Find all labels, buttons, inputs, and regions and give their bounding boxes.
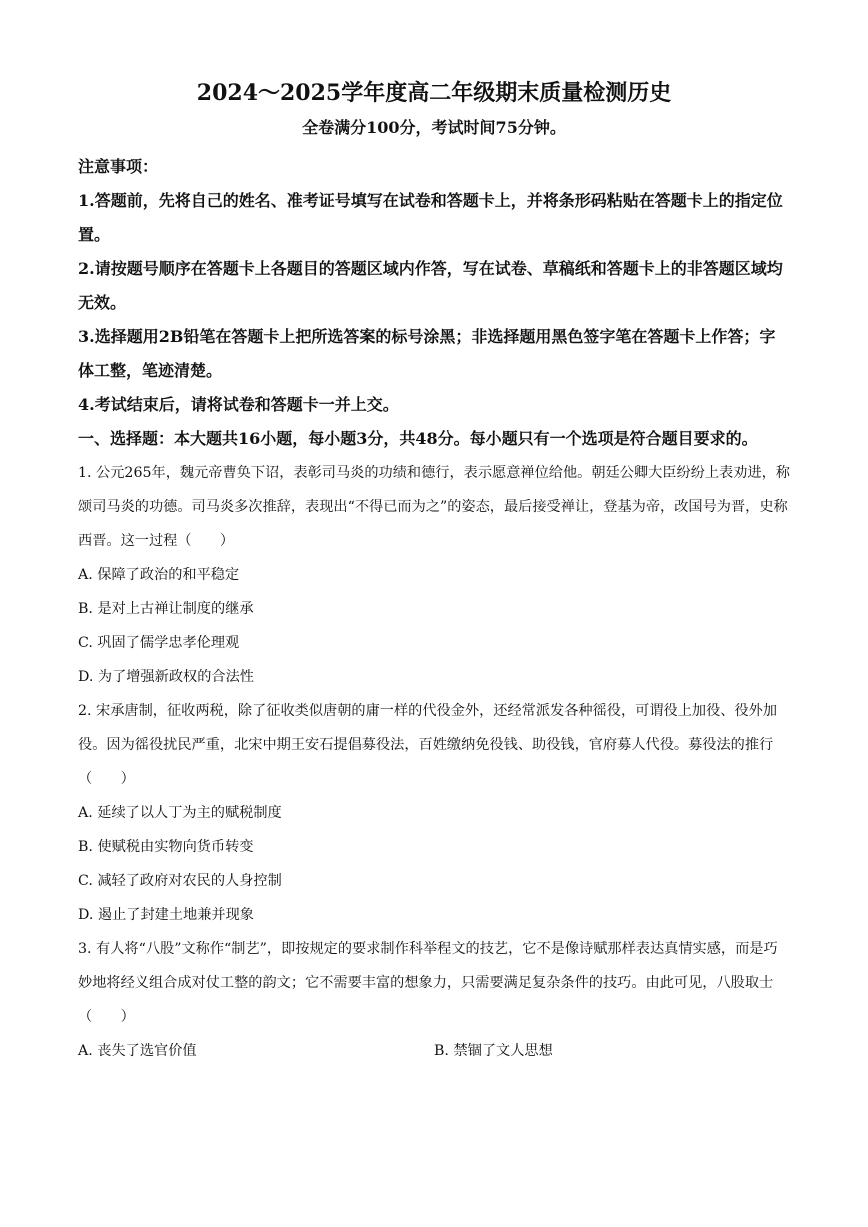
question-2-option-b: B. 使赋税由实物向货币转变 (78, 839, 254, 855)
question-3-options-row (78, 1034, 790, 1068)
question-1-option-d: D. 为了增强新政权的合法性 (78, 669, 254, 685)
question-stem-1: 1. 公元265年，魏元帝曹奂下诏，表彰司马炎的功绩和德行，表示愿意禅位给他。朝廷公卿大臣纷纷上表劝进，称颂司马炎的功德。司马炎多次推辞，表现出“不得已而为之”的姿态，最后接受禅让，登基为帝，改国号为晋，史称西晋。这一过程（ ） (78, 465, 790, 549)
page-title: 2024～2025学年度高二年级期末质量检测历史 (196, 80, 672, 106)
question-2-option-a: A. 延续了以人丁为主的赋税制度 (78, 805, 282, 821)
exam-subtitle: 全卷满分100分，考试时间75分钟。 (302, 118, 566, 137)
notice-heading: 注意事项： (78, 157, 159, 176)
notice-item: 1.答题前，先将自己的姓名、准考证号填写在试卷和答题卡上，并将条形码粘贴在答题卡上的指定位置。 (78, 191, 783, 244)
notice-item: 3.选择题用2B铅笔在答题卡上把所选答案的标号涂黑；非选择题用黑色签字笔在答题卡上作答；字体工整，笔迹清楚。 (78, 327, 776, 380)
question-1-option-c: C. 巩固了儒学忠孝伦理观 (78, 635, 240, 651)
notice-item: 2.请按题号顺序在答题卡上各题目的答题区域内作答，写在试卷、草稿纸和答题卡上的非答题区域均无效。 (78, 259, 783, 312)
question-3-option-a: A. 丧失了选官价值 (78, 1043, 197, 1059)
question-1-option-b: B. 是对上古禅让制度的继承 (78, 601, 254, 617)
question-3-option-b: B. 禁锢了文人思想 (434, 1043, 553, 1059)
question-stem-2: 2. 宋承唐制，征收两税，除了征收类似唐朝的庸一样的代役金外，还经常派发各种徭役，可谓役上加役、役外加役。因为徭役扰民严重，北宋中期王安石提倡募役法，百姓缴纳免役钱、助役钱，官府募人代役。募役法的推行（ ） (78, 703, 778, 787)
question-2-option-c: C. 减轻了政府对农民的人身控制 (78, 873, 282, 889)
question-1-option-a: A. 保障了政治的和平稳定 (78, 567, 240, 583)
question-stem-3: 3. 有人将“八股”文称作“制艺”，即按规定的要求制作科举程文的技艺，它不是像诗赋那样表达真情实感，而是巧妙地将经义组合成对仗工整的韵文；它不需要丰富的想象力，只需要满足复杂条件的技巧。由此可见，八股取士（ ） (78, 941, 778, 1025)
question-2-option-d: D. 遏止了封建土地兼并现象 (78, 907, 254, 923)
section-heading: 一、选择题：本大题共16小题，每小题3分，共48分。每小题只有一个选项是符合题目要求的。 (78, 429, 758, 448)
notice-item: 4.考试结束后，请将试卷和答题卡一并上交。 (78, 395, 399, 414)
